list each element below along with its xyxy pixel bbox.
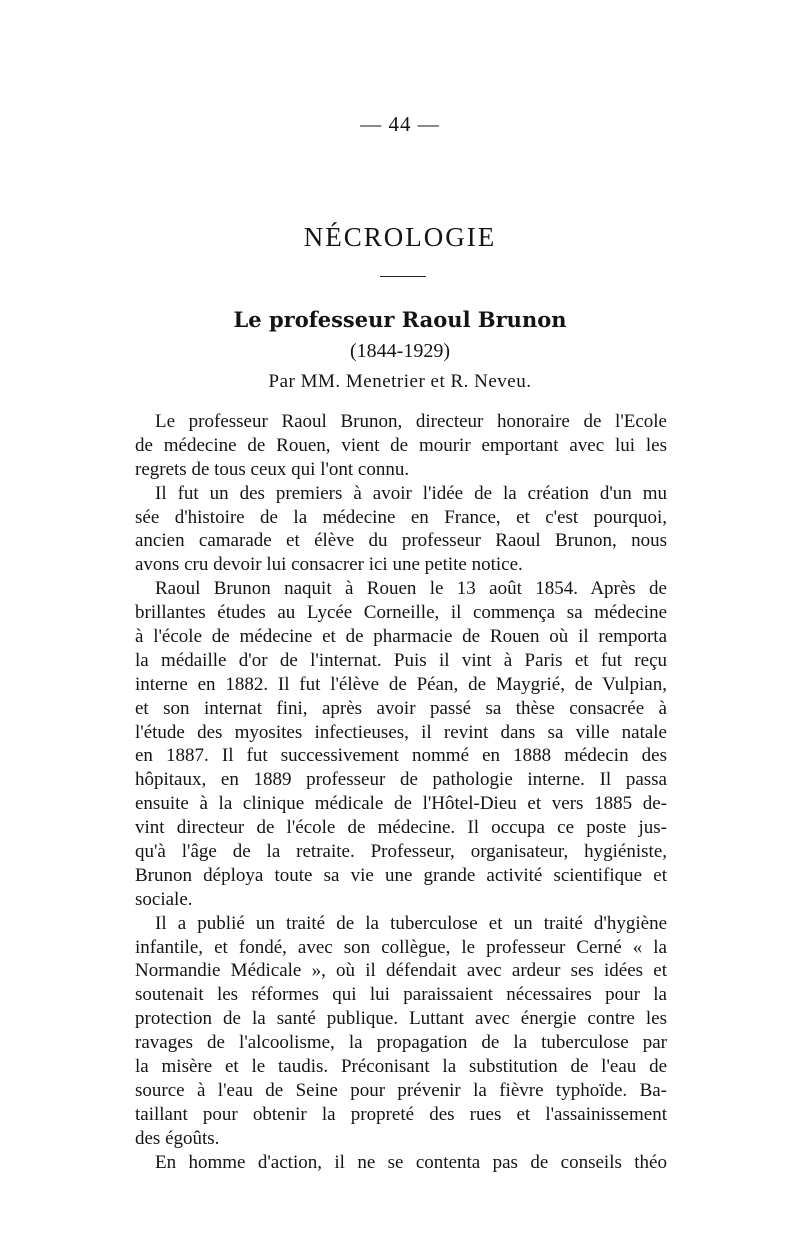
article-body: [135, 410, 667, 1175]
body-line: des égoûts.: [135, 1127, 220, 1149]
body-line: soutenait les réformes qui lui paraissaient nécessaires pour la: [135, 984, 667, 1006]
body-line: Brunon déploya toute sa vie une grande activité scientifique et: [135, 864, 667, 886]
body-line: Il a publié un traité de la tuberculose et un traité d'hygiène: [155, 912, 667, 934]
body-line: et son internat fini, après avoir passé sa thèse consacrée à: [135, 697, 667, 719]
article-dates: (1844-1929): [350, 340, 450, 362]
body-line: à l'école de médecine et de pharmacie de Rouen où il remporta: [135, 626, 667, 648]
body-line: avons cru devoir lui consacrer ici une petite notice.: [135, 554, 523, 576]
body-line: la médaille d'or de l'internat. Puis il vint à Paris et fut reçu: [135, 649, 667, 671]
article-title: Le professeur Raoul Brunon: [233, 307, 567, 332]
body-line: l'étude des myosites infectieuses, il revint dans sa ville natale: [135, 721, 667, 743]
body-line: ensuite à la clinique médicale de l'Hôtel-Dieu et vers 1885 de-: [135, 793, 667, 815]
body-line: de médecine de Rouen, vient de mourir emportant avec lui les: [135, 434, 667, 456]
body-line: Il fut un des premiers à avoir l'idée de la création d'un mu: [155, 482, 667, 504]
body-line: taillant pour obtenir la propreté des rues et l'assainissement: [135, 1103, 667, 1125]
body-line: ancien camarade et élève du professeur Raoul Brunon, nous: [135, 530, 667, 552]
body-line: sociale.: [135, 888, 193, 910]
title-divider: [380, 276, 426, 277]
body-line: sée d'histoire de la médecine en France, et c'est pourquoi,: [135, 506, 667, 528]
body-line: regrets de tous ceux qui l'ont connu.: [135, 458, 410, 480]
body-line: Normandie Médicale », où il défendait avec ardeur ses idées et: [135, 960, 667, 982]
body-line: qu'à l'âge de la retraite. Professeur, organisateur, hygiéniste,: [135, 841, 667, 863]
article-byline: Par MM. Menetrier et R. Neveu.: [268, 371, 532, 392]
body-line: en 1887. Il fut successivement nommé en 1888 médecin des: [135, 745, 667, 767]
body-line: infantile, et fondé, avec son collègue, le professeur Cerné « la: [135, 936, 667, 958]
body-line: ravages de l'alcoolisme, la propagation de la tuberculose par: [135, 1032, 667, 1054]
body-line: interne en 1882. Il fut l'élève de Péan, de Maygrié, de Vulpian,: [135, 673, 667, 695]
body-line: Le professeur Raoul Brunon, directeur honoraire de l'Ecole: [155, 411, 667, 432]
body-line: source à l'eau de Seine pour prévenir la fièvre typhoïde. Ba-: [135, 1079, 667, 1101]
section-title: NÉCROLOGIE: [303, 222, 497, 252]
body-line: brillantes études au Lycée Corneille, il commença sa médecine: [135, 602, 667, 624]
body-line: Raoul Brunon naquit à Rouen le 13 août 1854. Après de: [155, 578, 667, 600]
body-line: hôpitaux, en 1889 professeur de pathologie interne. Il passa: [135, 769, 667, 791]
body-line: En homme d'action, il ne se contenta pas de conseils théo: [155, 1151, 667, 1173]
page-number: — 44 —: [360, 112, 440, 136]
body-line: protection de la santé publique. Luttant avec énergie contre les: [135, 1008, 667, 1030]
body-line: la misère et le taudis. Préconisant la substitution de l'eau de: [135, 1056, 667, 1078]
body-line: vint directeur de l'école de médecine. Il occupa ce poste jus-: [135, 817, 667, 839]
